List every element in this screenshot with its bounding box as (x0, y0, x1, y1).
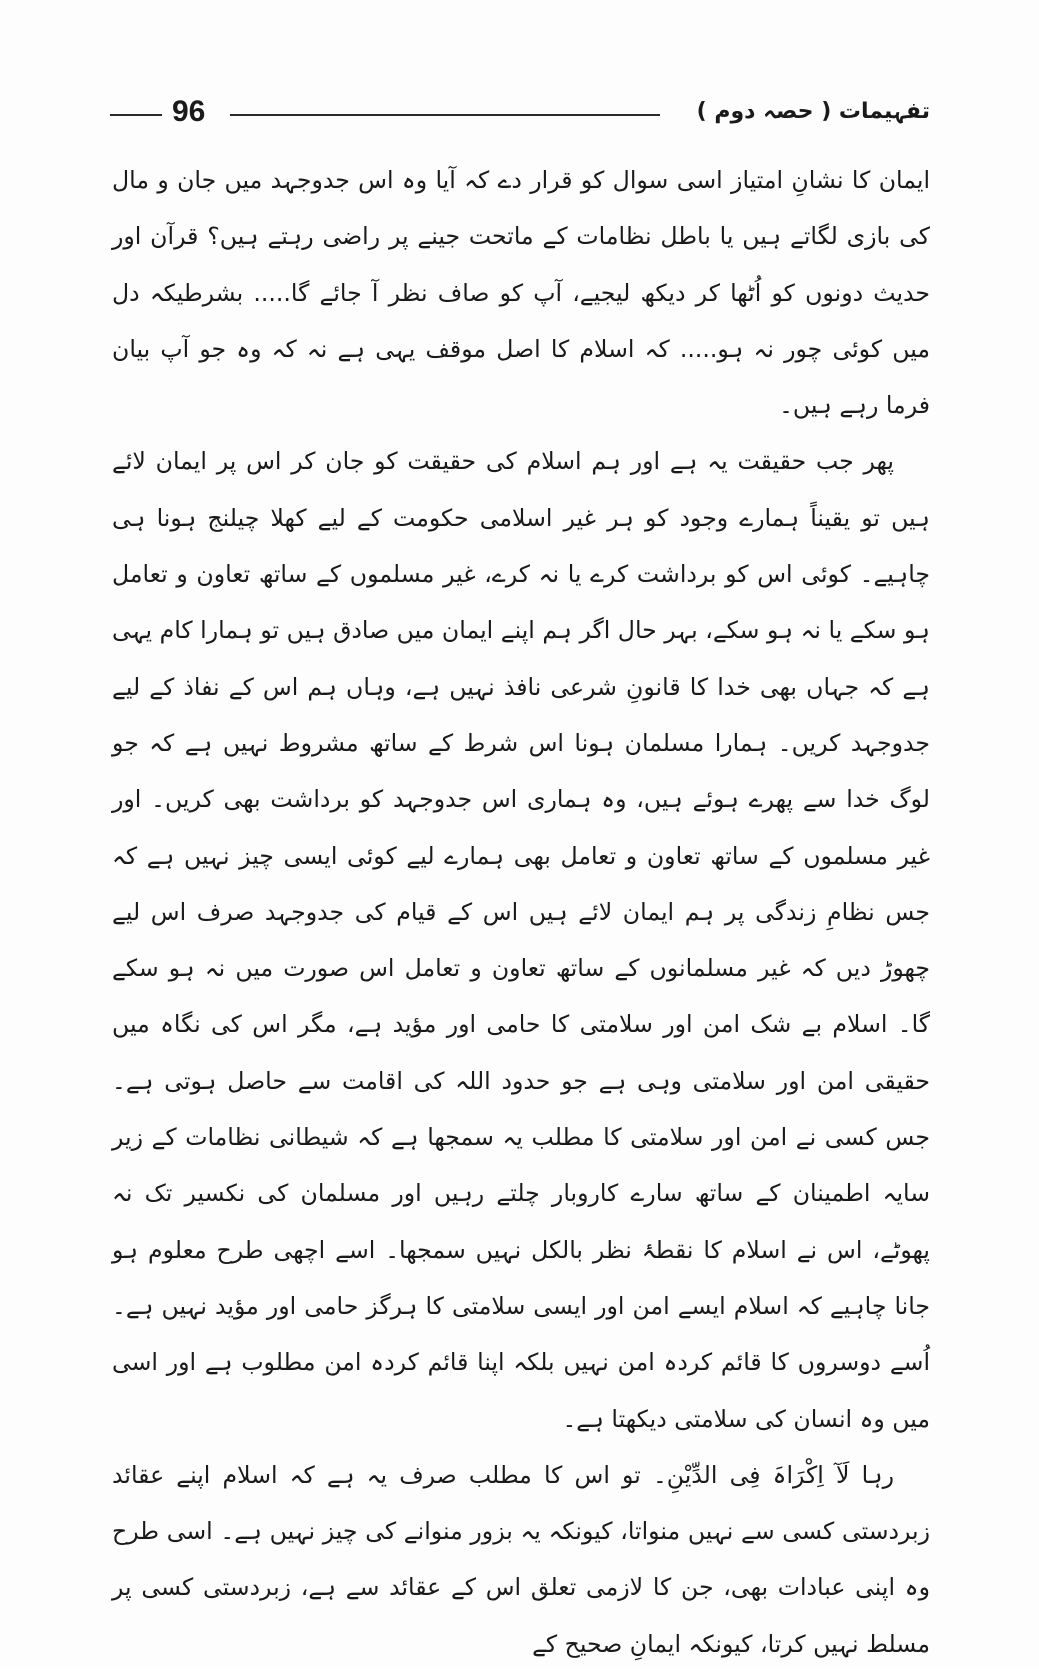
paragraph: پھر جب حقیقت یہ ہے اور ہم اسلام کی حقیقت کو جان کر اس پر ایمان لائے ہیں تو یقیناً ہمارے وجود کو ہر غیر اسلامی حکومت کے لیے کھلا چیلنج ہونا ہی چاہیے۔ کوئی اس کو برداشت کرے یا نہ کرے، غیر مسلموں کے ساتھ تعاون و تعامل ہو سکے یا نہ ہو سکے، بہر حال اگر ہم اپنے ایمان میں صادق ہیں تو ہمارا کام یہی ہے کہ جہاں بھی خدا کا قانونِ شرعی نافذ نہیں ہے، وہاں ہم اس کے نفاذ کے لیے جدوجہد کریں۔ ہمارا مسلمان ہونا اس شرط کے ساتھ مشروط نہیں ہے کہ جو لوگ خدا سے پھرے ہوئے ہیں، وہ ہماری اس جدوجہد کو برداشت بھی کریں۔ اور غیر مسلموں کے ساتھ تعاون و تعامل بھی ہمارے لیے کوئی ایسی چیز نہیں ہے کہ جس نظامِ زندگی پر ہم ایمان لائے ہیں اس کے قیام کی جدوجہد صرف اس لیے چھوڑ دیں کہ غیر مسلمانوں کے ساتھ تعاون و تعامل اس صورت میں نہ ہو سکے گا۔ اسلام بے شک امن اور سلامتی کا حامی اور مؤید ہے، مگر اس کی نگاہ میں حقیقی امن اور سلامتی وہی ہے جو حدود اللہ کی اقامت سے حاصل ہوتی ہے۔ جس کسی نے امن اور سلامتی کا مطلب یہ سمجھا ہے کہ شیطانی نظامات کے زیر سایہ اطمینان کے ساتھ سارے کاروبار چلتے رہیں اور مسلمان کی نکسیر تک نہ پھوٹے، اس نے اسلام کا نقطۂ نظر بالکل نہیں سمجھا۔ اسے اچھی طرح معلوم ہو جانا چاہیے کہ اسلام ایسے امن اور ایسی سلامتی کا ہرگز حامی اور مؤید نہیں ہے۔ اُسے دوسروں کا قائم کردہ امن نہیں بلکہ اپنا قائم کردہ امن مطلوب ہے اور اسی میں وہ انسان کی سلامتی دیکھتا ہے۔ (112, 447, 930, 1433)
paragraph: رہا لَآ اِکْرَاہَ فِی الدِّیْنِ۔ تو اس کا مطلب صرف یہ ہے کہ اسلام اپنے عقائد زبردستی کسی سے نہیں منواتا، کیونکہ یہ بزور منوانے کی چیز نہیں ہے۔ اسی طرح وہ اپنی عبادات بھی، جن کا لازمی تعلق اس کے عقائد سے ہے، زبردستی کسی پر مسلط نہیں کرتا، کیونکہ ایمانِ صحیح کے (112, 1460, 930, 1658)
page-header (110, 92, 930, 132)
body-text (112, 152, 930, 1672)
header-rule-left (110, 114, 162, 116)
paragraph: ایمان کا نشانِ امتیاز اسی سوال کو قرار دے کہ آیا وہ اس جدوجہد میں جان و مال کی بازی لگاتے ہیں یا باطل نظامات کے ماتحت جینے پر راضی رہتے ہیں؟ قرآن اور حدیث دونوں کو اُٹھا کر دیکھ لیجیے، آپ کو صاف نظر آ جائے گا..... بشرطیکہ دل میں کوئی چور نہ ہو..... کہ اسلام کا اصل موقف یہی ہے نہ کہ وہ جو آپ بیان فرما رہے ہیں۔ (112, 166, 930, 420)
header-rule-middle (230, 114, 660, 116)
running-title: تفہیمات ( حصہ دوم ) (696, 99, 930, 124)
page-number: 96 (172, 95, 206, 128)
